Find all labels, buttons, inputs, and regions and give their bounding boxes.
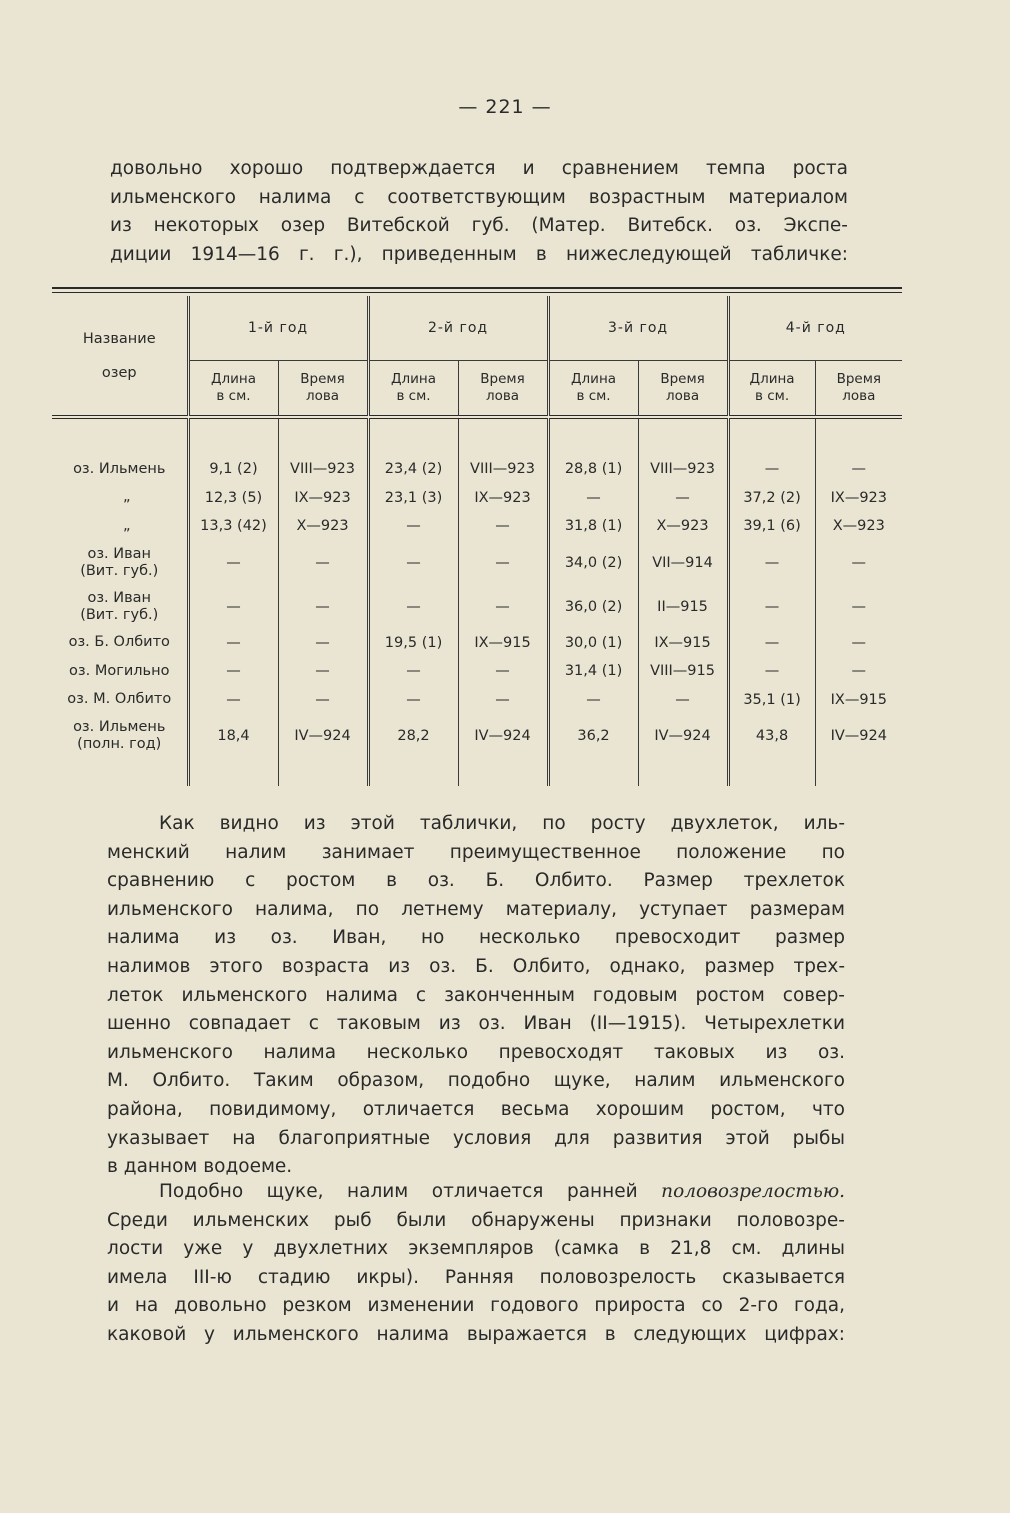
catch-time-cell: — xyxy=(815,455,902,484)
intro-paragraph xyxy=(110,155,848,269)
catch-time-cell: X—923 xyxy=(815,512,902,541)
length-cell: — xyxy=(188,657,278,686)
length-header: Длина в см. xyxy=(368,361,458,416)
catch-time-cell: IV—924 xyxy=(638,714,728,758)
catch-time-cell: — xyxy=(638,686,728,715)
growth-table xyxy=(52,296,902,786)
lake-name-line: оз. Б. Олбито xyxy=(68,634,170,651)
maturity-paragraph xyxy=(107,1178,845,1350)
length-cell: 9,1 (2) xyxy=(188,455,278,484)
text-line: из некоторых озер Витебской губ. (Матер. Витебск. оз. Экспе- xyxy=(110,215,848,237)
catch-time-cell: IX—915 xyxy=(815,686,902,715)
year-header-3: 3-й год xyxy=(548,296,728,361)
catch-time-cell: IX—915 xyxy=(638,629,728,658)
text-line: и на довольно резком изменении годового прироста со 2-го года, xyxy=(107,1295,845,1317)
length-cell: 19,5 (1) xyxy=(368,629,458,658)
text-line: налима из оз. Иван, но несколько превосходит размер xyxy=(107,927,845,949)
length-cell: — xyxy=(548,484,638,513)
length-header: Длина в см. xyxy=(188,361,278,416)
catch-time-cell: IX—915 xyxy=(458,629,548,658)
length-cell: 13,3 (42) xyxy=(188,512,278,541)
table-row xyxy=(52,455,902,484)
lake-name-cell xyxy=(52,484,188,513)
length-cell: 36,2 xyxy=(548,714,638,758)
length-cell: — xyxy=(548,686,638,715)
length-cell: 18,4 xyxy=(188,714,278,758)
text-line: указывает на благоприятные условия для развития этой рыбы xyxy=(107,1127,845,1149)
length-cell: 23,4 (2) xyxy=(368,455,458,484)
length-cell: 30,0 (1) xyxy=(548,629,638,658)
length-cell: — xyxy=(728,629,815,658)
length-cell: — xyxy=(728,541,815,585)
catch-time-cell: IX—923 xyxy=(458,484,548,513)
text-line: Среди ильменских рыб были обнаружены признаки половозре- xyxy=(107,1209,845,1231)
table-row xyxy=(52,585,902,629)
text-line: сравнению с ростом в оз. Б. Олбито. Размер трехлеток xyxy=(107,870,845,892)
length-cell: — xyxy=(728,585,815,629)
growth-table-wrapper xyxy=(52,287,902,786)
length-cell: 37,2 (2) xyxy=(728,484,815,513)
catch-time-cell: — xyxy=(815,585,902,629)
text-line: налимов этого возраста из оз. Б. Олбито, однако, размер трех- xyxy=(107,955,845,977)
length-cell: 12,3 (5) xyxy=(188,484,278,513)
table-end-row xyxy=(52,758,902,786)
emphasis-term: половозрелостью. xyxy=(661,1181,845,1202)
catch-time-cell: VIII—923 xyxy=(638,455,728,484)
catch-time-cell: X—923 xyxy=(638,512,728,541)
length-cell: 39,1 (6) xyxy=(728,512,815,541)
length-cell: — xyxy=(188,541,278,585)
catch-time-cell: IV—924 xyxy=(815,714,902,758)
catch-time-cell: — xyxy=(815,629,902,658)
table-row xyxy=(52,629,902,658)
text-line: Как видно из этой таблички, по росту двухлеток, иль- xyxy=(159,813,845,834)
length-cell: 28,2 xyxy=(368,714,458,758)
catch-time-cell: — xyxy=(278,541,368,585)
catch-time-cell: — xyxy=(458,541,548,585)
table-row xyxy=(52,512,902,541)
length-cell: 31,4 (1) xyxy=(548,657,638,686)
lake-name-cell xyxy=(52,585,188,629)
lake-column-header xyxy=(52,296,188,416)
lake-name-cell xyxy=(52,541,188,585)
text-line: довольно хорошо подтверждается и сравнением темпа роста xyxy=(110,158,848,179)
catch-time-cell: — xyxy=(458,686,548,715)
text-line: каковой у ильменского налима выражается в следующих цифрах: xyxy=(107,1323,845,1345)
length-cell: 43,8 xyxy=(728,714,815,758)
text-line: Подобно щуке, налим отличается ранней половозрелостью. xyxy=(159,1181,845,1202)
length-header: Длина в см. xyxy=(728,361,815,416)
table-row xyxy=(52,714,902,758)
time-header: Время лова xyxy=(638,361,728,416)
length-cell: — xyxy=(368,657,458,686)
catch-time-cell: VIII—923 xyxy=(278,455,368,484)
lake-name-line: „ xyxy=(122,517,131,534)
length-cell: 28,8 (1) xyxy=(548,455,638,484)
length-cell: — xyxy=(188,686,278,715)
lake-name-line: оз. Иван xyxy=(87,589,152,606)
table-top-rule-thin xyxy=(52,292,902,293)
length-cell: — xyxy=(368,686,458,715)
catch-time-cell: VII—914 xyxy=(638,541,728,585)
page-number: — 221 — xyxy=(458,96,552,118)
length-cell: 31,8 (1) xyxy=(548,512,638,541)
catch-time-cell: IX—923 xyxy=(278,484,368,513)
lake-name-line: оз. Иван xyxy=(87,545,152,562)
text-line: диции 1914—16 г. г.), приведенным в нижеследующей табличке: xyxy=(110,243,848,265)
lake-name-cell xyxy=(52,714,188,758)
time-header: Время лова xyxy=(815,361,902,416)
length-cell: — xyxy=(728,455,815,484)
catch-time-cell: IV—924 xyxy=(458,714,548,758)
text-line: М. Олбито. Таким образом, подобно щуке, налим ильменского xyxy=(107,1070,845,1092)
length-cell: — xyxy=(368,585,458,629)
catch-time-cell: — xyxy=(638,484,728,513)
catch-time-cell: II—915 xyxy=(638,585,728,629)
time-header: Время лова xyxy=(278,361,368,416)
catch-time-cell: — xyxy=(278,657,368,686)
lake-name-line: (Вит. губ.) xyxy=(80,562,159,579)
length-cell: 34,0 (2) xyxy=(548,541,638,585)
catch-time-cell: X—923 xyxy=(278,512,368,541)
header-row-years xyxy=(52,296,902,361)
catch-time-cell: VIII—915 xyxy=(638,657,728,686)
text-line: ильменского налима, по летнему материалу, уступает размерам xyxy=(107,898,845,920)
length-cell: — xyxy=(188,629,278,658)
table-row xyxy=(52,686,902,715)
year-header-2: 2-й год xyxy=(368,296,548,361)
text-line: в данном водоеме. xyxy=(107,1156,293,1178)
length-cell: 35,1 (1) xyxy=(728,686,815,715)
text-line: шенно совпадает с таковым из оз. Иван (II—1915). Четырехлетки xyxy=(107,1013,845,1035)
year-header-1: 1-й год xyxy=(188,296,368,361)
catch-time-cell: — xyxy=(458,512,548,541)
lake-name-line: оз. М. Олбито xyxy=(67,691,172,708)
text-line: имела III-ю стадию икры). Ранняя половозрелость сказывается xyxy=(107,1266,845,1288)
analysis-paragraph xyxy=(107,810,845,1182)
catch-time-cell: — xyxy=(458,585,548,629)
catch-time-cell: — xyxy=(278,629,368,658)
lake-name-cell xyxy=(52,455,188,484)
length-header: Длина в см. xyxy=(548,361,638,416)
text-line: лости уже у двухлетних экземпляров (самка в 21,8 см. длины xyxy=(107,1238,845,1260)
text-line: леток ильменского налима с законченным годовым ростом совер- xyxy=(107,984,845,1006)
catch-time-cell: — xyxy=(458,657,548,686)
lake-name-cell xyxy=(52,686,188,715)
lake-name-line: „ xyxy=(122,489,131,506)
lake-name-line: (полн. год) xyxy=(77,736,162,752)
lake-name-cell xyxy=(52,629,188,658)
text-line: ильменского налима с соответствующим возрастным материалом xyxy=(110,186,848,208)
table-row xyxy=(52,484,902,513)
length-cell: 23,1 (3) xyxy=(368,484,458,513)
text-line: района, повидимому, отличается весьма хорошим ростом, что xyxy=(107,1098,845,1120)
catch-time-cell: IV—924 xyxy=(278,714,368,758)
length-cell: — xyxy=(728,657,815,686)
lake-name-cell xyxy=(52,512,188,541)
length-cell: — xyxy=(368,541,458,585)
length-cell: — xyxy=(368,512,458,541)
lake-name-cell xyxy=(52,657,188,686)
table-spacer-row xyxy=(52,419,902,456)
lake-header-top: Название xyxy=(82,330,156,347)
catch-time-cell: IX—923 xyxy=(815,484,902,513)
table-row xyxy=(52,657,902,686)
catch-time-cell: — xyxy=(278,686,368,715)
catch-time-cell: — xyxy=(815,541,902,585)
text-line: ильменского налима несколько превосходят таковых из оз. xyxy=(107,1041,845,1063)
length-cell: — xyxy=(188,585,278,629)
lake-name-line: оз. Могильно xyxy=(69,662,170,679)
lake-name-line: оз. Ильмень xyxy=(73,460,166,477)
year-header-4: 4-й год xyxy=(728,296,902,361)
lake-header-bottom: озер xyxy=(101,364,137,381)
catch-time-cell: VIII—923 xyxy=(458,455,548,484)
text-line: менский налим занимает преимущественное положение по xyxy=(107,841,845,863)
lake-name-line: оз. Ильмень xyxy=(73,719,166,735)
time-header: Время лова xyxy=(458,361,548,416)
length-cell: 36,0 (2) xyxy=(548,585,638,629)
catch-time-cell: — xyxy=(815,657,902,686)
table-row xyxy=(52,541,902,585)
lake-name-line: (Вит. губ.) xyxy=(80,606,159,623)
table-top-rule xyxy=(52,287,902,289)
catch-time-cell: — xyxy=(278,585,368,629)
